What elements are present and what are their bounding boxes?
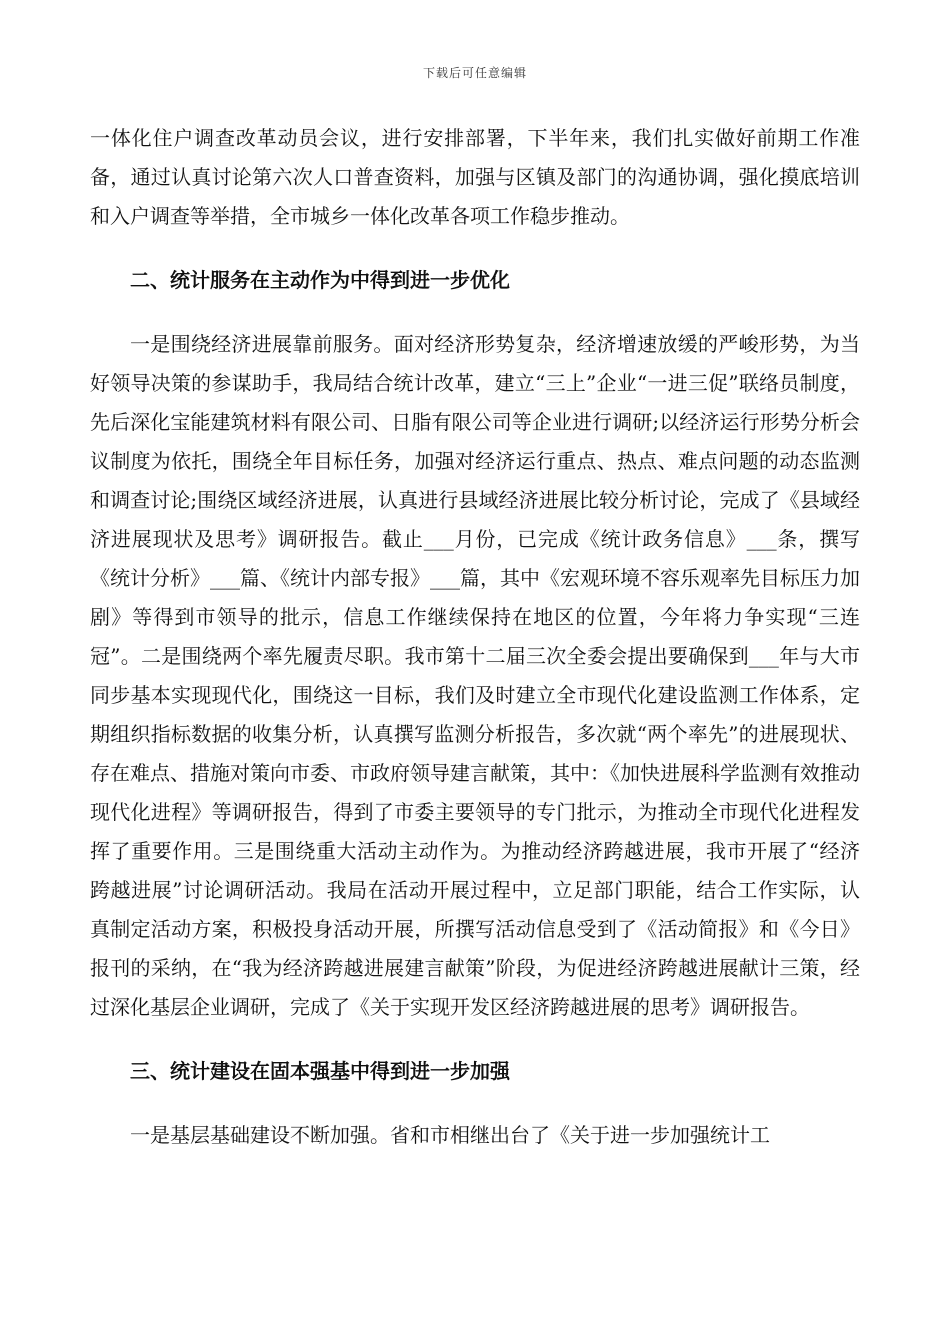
paragraph-section-2: 一是围绕经济进展靠前服务。面对经济形势复杂，经济增速放缓的严峻形势，为当好领导决策的参谋助手，我局结合统计改革，建立“三上”企业“一进三促”联络员制度，先后深化宝能建筑材料有限公司、日脂有限公司等企业进行调研;以经济运行形势分析会议制度为依托，围绕全年目标任务，加强对经济运行重点、热点、难点问题的动态监测和调查讨论;围绕区域经济进展，认真进行县域经济进展比较分析讨论，完成了《县域经济进展现状及思考》调研报告。截止___月份，已完成《统计政务信息》___条，撰写《统计分析》___篇、《统计内部专报》___篇，其中《宏观环境不容乐观率先目标压力加剧》等得到市领导的批示，信息工作继续保持在地区的位置，今年将力争实现“三连冠”。二是围绕两个率先履责尽职。我市第十二届三次全委会提出要确保到___年与大市同步基本实现现代化，围绕这一目标，我们及时建立全市现代化建设监测工作体系，定期组织指标数据的收集分析，认真撰写监测分析报告，多次就“两个率先”的进展现状、存在难点、措施对策向市委、市政府领导建言献策，其中：《加快进展科学监测有效推动现代化进程》等调研报告，得到了市委主要领导的专门批示，为推动全市现代化进程发挥了重要作用。三是围绕重大活动主动作为。为推动经济跨越进展，我市开展了“经济跨越进展”讨论调研活动。我局在活动开展过程中，立足部门职能，结合工作实际，认真制定活动方案，积极投身活动开展，所撰写活动信息受到了《活动简报》和《今日》报刊的采纳，在“我为经济跨越进展建言献策”阶段，为促进经济跨越进展献计三策，经过深化基层企业调研，完成了《关于实现开发区经济跨越进展的思考》调研报告。 bbox=[90, 332, 860, 1019]
paragraph-intro: 一体化住户调查改革动员会议，进行安排部署，下半年来，我们扎实做好前期工作准备，通过认真讨论第六次人口普查资料，加强与区镇及部门的沟通协调，强化摸底培训和入户调查等举措，全市城乡一体化改革各项工作稳步推动。 bbox=[90, 126, 860, 228]
document-body bbox=[90, 119, 860, 1155]
paragraph-section-3: 一是基层基础建设不断加强。省和市相继出台了《关于进一步加强统计工 bbox=[130, 1123, 770, 1147]
page-header: 下载后可任意编辑 bbox=[422, 66, 527, 80]
section-heading-2: 二、统计服务在主动作为中得到进一步优化 bbox=[130, 268, 510, 292]
section-heading-3: 三、统计建设在固本强基中得到进一步加强 bbox=[130, 1059, 510, 1083]
